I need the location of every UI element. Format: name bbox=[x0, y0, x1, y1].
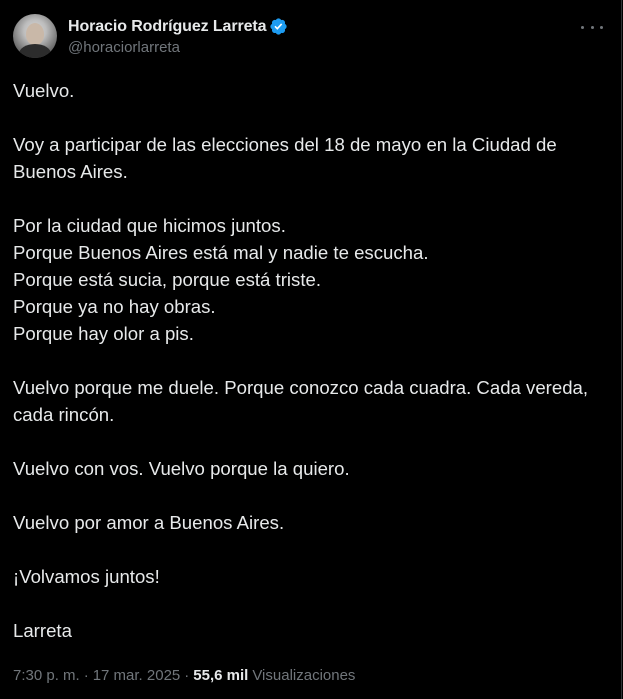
tweet-text bbox=[13, 77, 609, 644]
tweet-line: Vuelvo por amor a Buenos Aires. bbox=[13, 512, 285, 533]
tweet-line: Por la ciudad que hicimos juntos. bbox=[13, 215, 286, 236]
author-name-row bbox=[68, 17, 288, 37]
more-horizontal-icon[interactable] bbox=[581, 20, 603, 34]
tweet-line: Voy a participar de las elecciones del 18 de mayo en la Ciudad de Buenos Aires. bbox=[13, 134, 557, 182]
tweet-line: Porque ya no hay obras. bbox=[13, 296, 216, 317]
tweet-date[interactable]: 17 mar. 2025 bbox=[92, 667, 181, 684]
author-display-name[interactable]: Horacio Rodríguez Larreta bbox=[68, 17, 267, 35]
tweet-line: Larreta bbox=[13, 620, 72, 641]
meta-separator: · bbox=[184, 667, 190, 684]
tweet-line: Vuelvo. bbox=[13, 80, 75, 101]
paragraph-gap bbox=[13, 185, 609, 212]
avatar-face bbox=[26, 23, 44, 45]
avatar-body bbox=[19, 44, 51, 58]
views-label: Visualizaciones bbox=[252, 667, 356, 684]
views-count[interactable]: 55,6 mil bbox=[193, 667, 249, 684]
more-dot bbox=[591, 26, 594, 29]
author-info bbox=[68, 17, 288, 56]
more-dot bbox=[581, 26, 584, 29]
paragraph-gap bbox=[13, 482, 609, 509]
paragraph-gap bbox=[13, 590, 609, 617]
paragraph-gap bbox=[13, 104, 609, 131]
avatar[interactable] bbox=[13, 14, 57, 58]
tweet-line: Vuelvo con vos. Vuelvo porque la quiero. bbox=[13, 458, 350, 479]
tweet-time[interactable]: 7:30 p. m. bbox=[13, 667, 80, 684]
tweet-line: Porque está sucia, porque está triste. bbox=[13, 269, 322, 290]
paragraph-gap bbox=[13, 347, 609, 374]
verified-badge-icon[interactable] bbox=[269, 17, 288, 36]
paragraph-gap bbox=[13, 428, 609, 455]
tweet-line: Porque hay olor a pis. bbox=[13, 323, 194, 344]
tweet-meta bbox=[13, 667, 355, 684]
author-handle[interactable]: @horaciorlarreta bbox=[68, 38, 180, 56]
paragraph-gap bbox=[13, 536, 609, 563]
meta-separator: · bbox=[83, 667, 89, 684]
tweet-header bbox=[13, 13, 288, 59]
tweet-line: Vuelvo porque me duele. Porque conozco cada cuadra. Cada vereda, cada rincón. bbox=[13, 377, 589, 425]
tweet-line: Porque Buenos Aires está mal y nadie te escucha. bbox=[13, 242, 429, 263]
more-dot bbox=[600, 26, 603, 29]
tweet-line: ¡Volvamos juntos! bbox=[13, 566, 160, 587]
